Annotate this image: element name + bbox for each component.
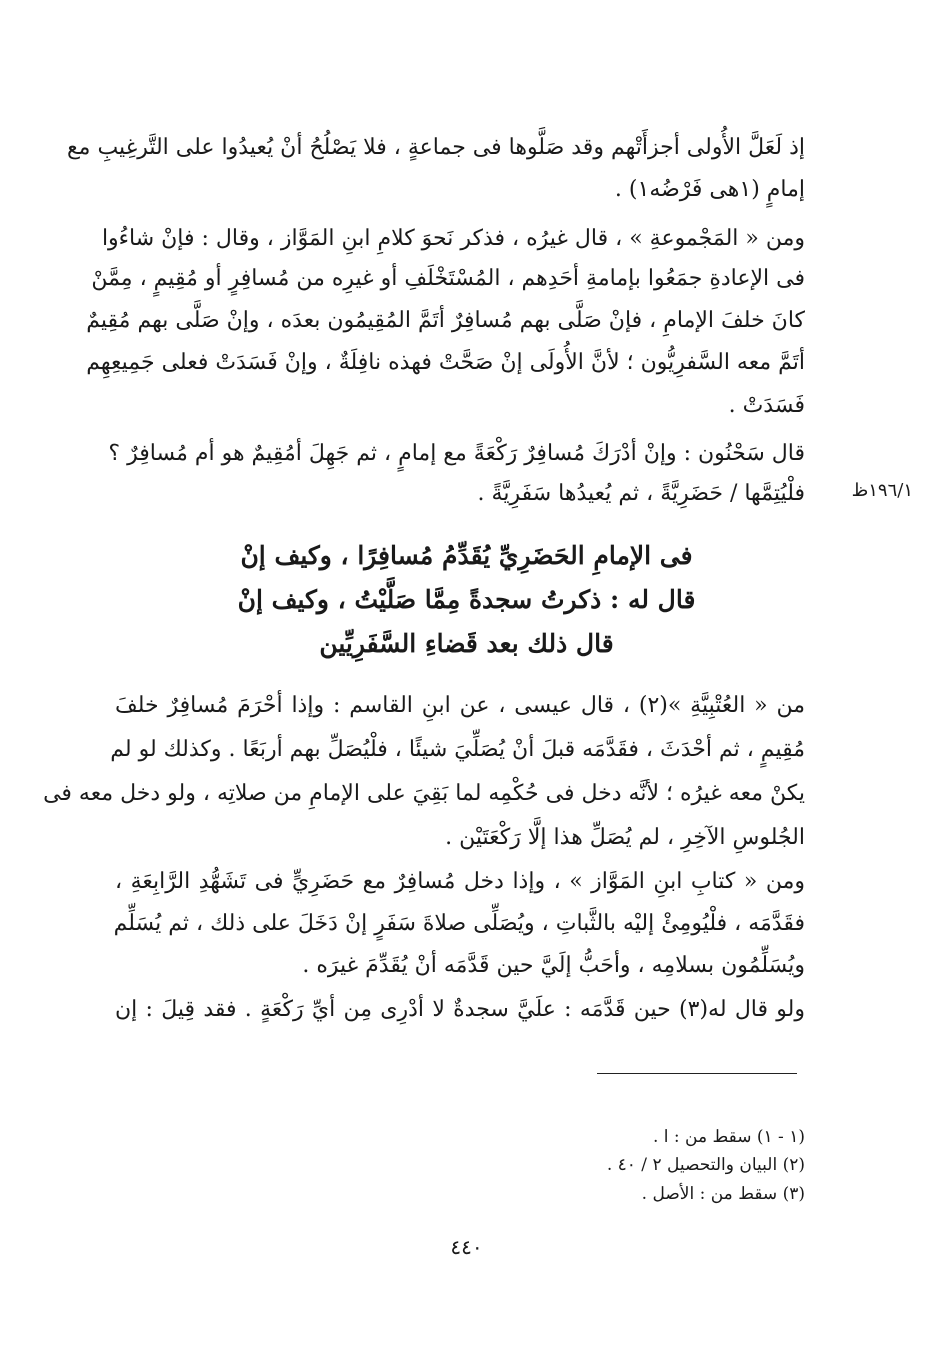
footnote: (٢) البيان والتحصيل ٢ / ٤٠ .: [606, 1155, 805, 1175]
section-heading-line: قال له : ذكرتُ سجدةً مِمَّا صَلَّيْتُ ، وكيف إنْ: [237, 585, 696, 614]
body-line: فَسَدَتْ .: [728, 393, 805, 418]
body-line: أتَمَّ معه السَّفرِيُّون ؛ لأنَّ الأُولَى إنْ صَحَّتْ فهذه نافِلَةٌ ، وإنْ فَسَدَتْ فعلى جَمِيعِهِم: [86, 350, 805, 375]
body-line: مُقِيمٍ ، ثم أحْدَثَ ، فقَدَّمَه قبلَ أنْ يُصَلِّيَ شيئًا ، فلْيُصَلِّ بهم أربَعًا . وكذلك لو لم: [110, 737, 805, 762]
body-line: الجُلوسِ الآخِرِ ، لم يُصَلِّ هذا إلَّا رَكْعَتَيْن .: [445, 825, 805, 850]
body-line: من « العُتْبِيَّةِ »(٢) ، قال عيسى ، عن ابنِ القاسم : وإذا أحْرَمَ مُسافِرٌ خلفَ: [115, 693, 806, 718]
footnote: (٣) سقط من : الأصل .: [641, 1184, 805, 1204]
body-line: ومن « كتابِ ابنِ المَوَّاز » ، وإذا دخل مُسافِرٌ مع حَضَرِيٍّ فى تَشَهُّدِ الرَّابِعَةِ ،: [115, 869, 805, 894]
body-line: إمامٍ (١هى فَرْضُه١) .: [614, 177, 805, 202]
section-heading-line: قال ذلك بعد قَضاءِ السَّفَرِيِّين: [319, 629, 614, 658]
body-line: فقَدَّمَه ، فلْيُومِئْ إليْه بالثَّباتِ ، ويُصَلِّى صلاةَ سَفَرٍ إنْ دَخَلَ على ذلك ، ثم يُسَلِّم: [113, 911, 805, 936]
body-line: ومن « المَجْموعةِ » ، قال غيرُه ، فذكر نَحوَ كلامِ ابنِ المَوَّاز ، وقال : فإنْ شاءُوا: [101, 226, 805, 251]
page-number: ٤٤٠: [450, 1235, 483, 1259]
manuscript-folio-note: ١٩٦/١ظ: [851, 480, 913, 501]
section-heading-line: فى الإمامِ الحَضَرِيِّ يُقَدِّمُ مُسافِرًا ، وكيف إنْ: [240, 541, 693, 570]
body-line: كانَ خلفَ الإمامِ ، فإنْ صَلَّى بهم مُسافِرٌ أتَمَّ المُقِيمُون بعدَه ، وإنْ صَلَّى بهم مُقِيمٌ: [86, 308, 805, 333]
footnote-separator: [597, 1073, 797, 1074]
body-line: فى الإعادةِ جمَعُوا بإمامةِ أحَدِهم ، المُسْتَخْلَفِ أو غيرِه من مُسافِرٍ أو مُقِيمٍ ، مِمَّنْ: [91, 266, 805, 291]
footnote: (١ - ١) سقط من : ا .: [652, 1127, 805, 1147]
body-line: ويُسَلِّمُون بسلامِه ، وأحَبُّ إلَيَّ حين قَدَّمَه أنْ يُقَدِّمَ غيرَه .: [302, 953, 805, 978]
body-line: إذ لَعَلَّ الأُولى أجزأَتْهم وقد صَلَّوها فى جماعةٍ ، فلا يَصْلُحُ أنْ يُعيدُوا على التَّرغِيبِ مع: [66, 135, 805, 160]
body-line: فلْيُتِمَّها / حَضَرِيَّةً ، ثم يُعيدُها سَفَرِيَّةً .: [477, 481, 805, 506]
body-line: ولو قال له(٣) حين قَدَّمَه : علَيَّ سجدةٌ لا أدْرِى مِن أيِّ رَكْعَةٍ . فقد قِيلَ : إن: [115, 997, 805, 1022]
body-line: قال سَحْنُون : وإنْ أدْرَكَ مُسافِرٌ رَكْعَةً مع إمامٍ ، ثم جَهِلَ أمُقِيمٌ هو أم مُسافِرٌ ؟: [108, 441, 805, 466]
body-line: يكنْ معه غيرُه ؛ لأنَّه دخل فى حُكْمِه لما بَقِيَ على الإمامِ من صلاتِه ، ولو دخل معه فى: [43, 781, 805, 806]
